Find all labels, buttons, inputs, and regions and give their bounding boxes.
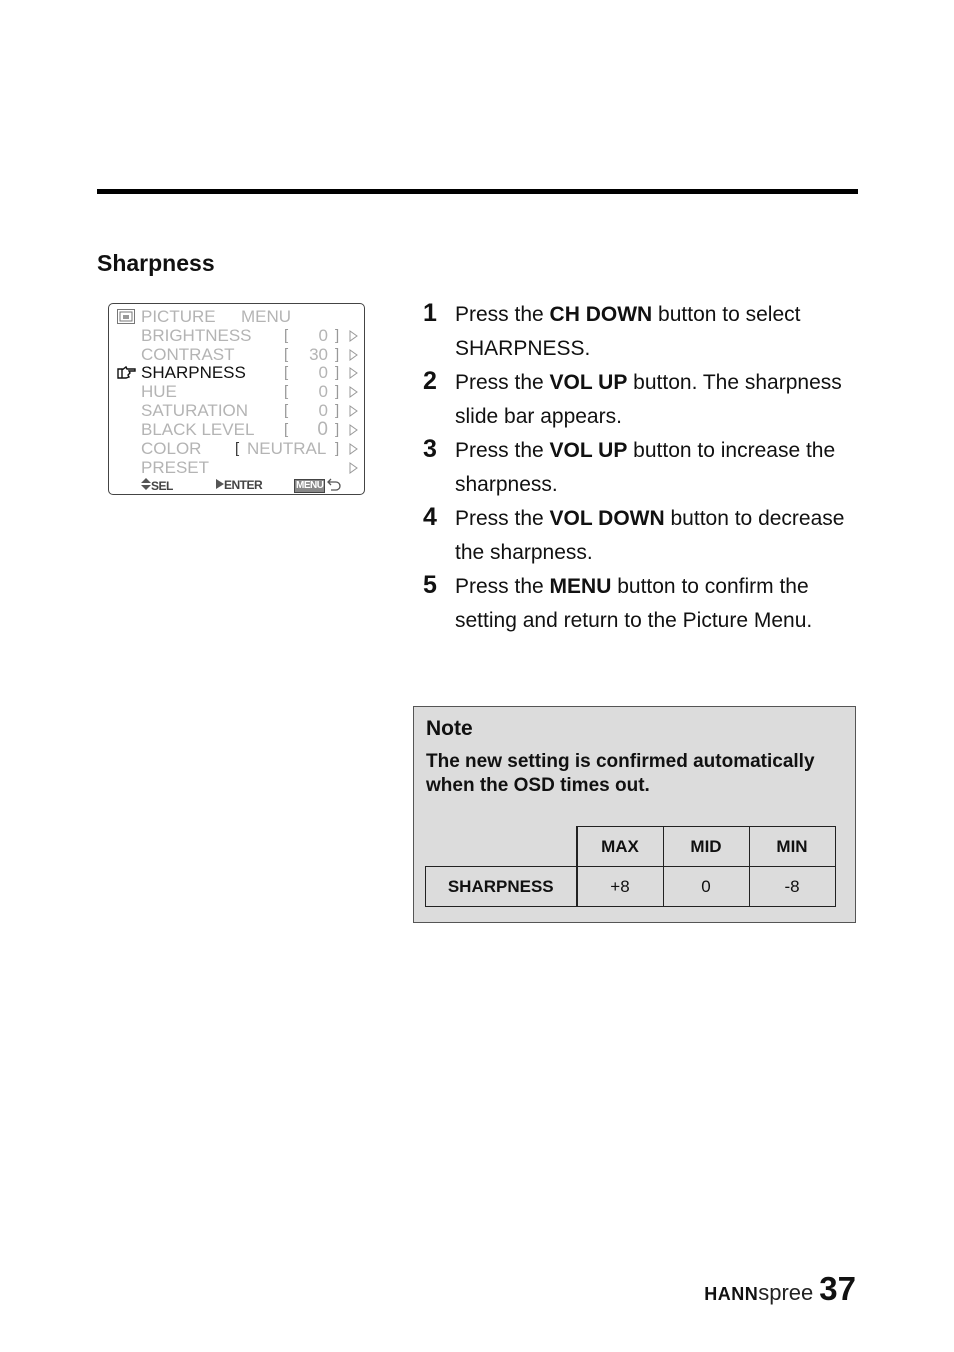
table-row xyxy=(426,867,836,907)
osd-row-value: 0 xyxy=(318,401,328,420)
osd-row-value: 0 xyxy=(317,419,328,440)
step-2 xyxy=(423,366,853,434)
table-corner xyxy=(426,827,577,867)
table-header-min: MIN xyxy=(749,827,835,867)
step-number: 3 xyxy=(423,435,437,463)
osd-footer-sel xyxy=(141,478,173,493)
step-number: 2 xyxy=(423,367,437,395)
step-5 xyxy=(423,570,853,638)
step-number: 1 xyxy=(423,299,437,327)
osd-row-label: CONTRAST xyxy=(141,345,235,364)
osd-row-label: PRESET xyxy=(141,458,210,477)
sharpness-range-table xyxy=(425,826,836,907)
step-4 xyxy=(423,502,853,570)
osd-footer-sel-label: SEL xyxy=(151,479,173,493)
step-3 xyxy=(423,434,853,502)
osd-row-label: BLACK LEVEL xyxy=(141,420,255,439)
bracket-left: [ xyxy=(235,440,240,457)
osd-row-contrast xyxy=(109,345,364,364)
bracket-left: [ xyxy=(284,327,289,344)
table-header-row xyxy=(426,827,836,867)
step-text: Press the xyxy=(455,303,550,326)
osd-footer-menu-key: MENU xyxy=(296,480,324,491)
osd-row-value: 0 xyxy=(318,326,328,345)
return-arrow-icon xyxy=(327,478,341,494)
table-header-max: MAX xyxy=(577,827,664,867)
bracket-right: ] xyxy=(335,421,340,438)
osd-row-value: 0 xyxy=(318,382,328,401)
osd-row-brightness xyxy=(109,326,364,345)
bracket-right: ] xyxy=(335,383,340,400)
osd-row-preset xyxy=(109,458,364,477)
osd-footer-enter-label: ENTER xyxy=(224,478,263,492)
step-text: button to confirm the setting and return to the Picture Menu. xyxy=(455,575,813,632)
step-number: 4 xyxy=(423,503,437,531)
step-text: Press the xyxy=(455,507,550,530)
right-triangle-icon xyxy=(216,479,224,489)
osd-row-hue xyxy=(109,382,364,401)
brand-logo-light: spree xyxy=(758,1280,814,1305)
osd-picture-menu xyxy=(108,303,365,495)
section-title: Sharpness xyxy=(97,250,215,276)
osd-header xyxy=(109,307,364,326)
osd-header-right: MENU xyxy=(241,307,292,326)
note-box xyxy=(413,706,856,923)
osd-row-color xyxy=(109,439,364,458)
page-number: 37 xyxy=(819,1270,856,1307)
bracket-left: [ xyxy=(284,421,289,438)
osd-footer-enter xyxy=(216,478,262,492)
step-number: 5 xyxy=(423,571,437,599)
step-text: Press the xyxy=(455,575,550,598)
brand-logo-bold: HANN xyxy=(704,1284,759,1304)
step-text: button to select SHARPNESS. xyxy=(455,303,801,360)
bracket-right: ] xyxy=(335,364,340,381)
bracket-right: ] xyxy=(335,346,340,363)
osd-row-label: BRIGHTNESS xyxy=(141,326,252,345)
step-text: Press the xyxy=(455,439,550,462)
bracket-left: [ xyxy=(284,383,289,400)
osd-row-label: COLOR xyxy=(141,439,202,458)
footer-brand xyxy=(704,1270,856,1308)
right-arrow-icon xyxy=(349,462,358,474)
osd-row-label: HUE xyxy=(141,382,177,401)
step-key: VOL UP xyxy=(549,371,628,394)
right-arrow-icon xyxy=(349,330,358,342)
right-arrow-icon xyxy=(349,443,358,455)
step-text: button to increase the sharpness. xyxy=(455,439,836,496)
bracket-left: [ xyxy=(284,402,289,419)
step-text: button to decrease the sharpness. xyxy=(455,507,845,564)
osd-row-value: 0 xyxy=(318,363,328,382)
top-rule xyxy=(97,189,858,194)
osd-row-saturation xyxy=(109,401,364,420)
step-key: MENU xyxy=(549,575,612,598)
osd-row-value: NEUTRAL xyxy=(247,439,327,458)
bracket-right: ] xyxy=(335,402,340,419)
bracket-left: [ xyxy=(284,346,289,363)
osd-header-left: PICTURE xyxy=(141,307,216,326)
right-arrow-icon xyxy=(349,405,358,417)
osd-row-black-level xyxy=(109,420,364,439)
right-arrow-icon xyxy=(349,367,358,379)
table-cell-min: -8 xyxy=(749,867,835,907)
right-arrow-icon xyxy=(349,349,358,361)
osd-row-sharpness xyxy=(109,363,364,382)
right-arrow-icon xyxy=(349,424,358,436)
steps-list xyxy=(423,298,853,638)
table-cell-mid: 0 xyxy=(663,867,749,907)
table-header-mid: MID xyxy=(663,827,749,867)
note-title: Note xyxy=(426,717,473,740)
osd-footer xyxy=(109,478,364,494)
bracket-left: [ xyxy=(284,364,289,381)
bracket-right: ] xyxy=(335,440,340,457)
osd-row-label: SATURATION xyxy=(141,401,249,420)
step-text: Press the xyxy=(455,371,550,394)
step-key: VOL UP xyxy=(549,439,628,462)
bracket-right: ] xyxy=(335,327,340,344)
right-arrow-icon xyxy=(349,386,358,398)
up-down-arrow-icon xyxy=(141,478,151,490)
note-text: The new setting is confirmed automatically when the OSD times out. xyxy=(426,751,815,796)
step-text: button. The sharpness slide bar appears. xyxy=(455,371,842,428)
table-row-label: SHARPNESS xyxy=(426,867,577,907)
step-key: VOL DOWN xyxy=(549,507,665,530)
table-cell-max: +8 xyxy=(577,867,664,907)
step-key: CH DOWN xyxy=(549,303,653,326)
osd-row-value: 30 xyxy=(309,345,328,364)
osd-row-label: SHARPNESS xyxy=(141,363,246,382)
step-1 xyxy=(423,298,853,366)
